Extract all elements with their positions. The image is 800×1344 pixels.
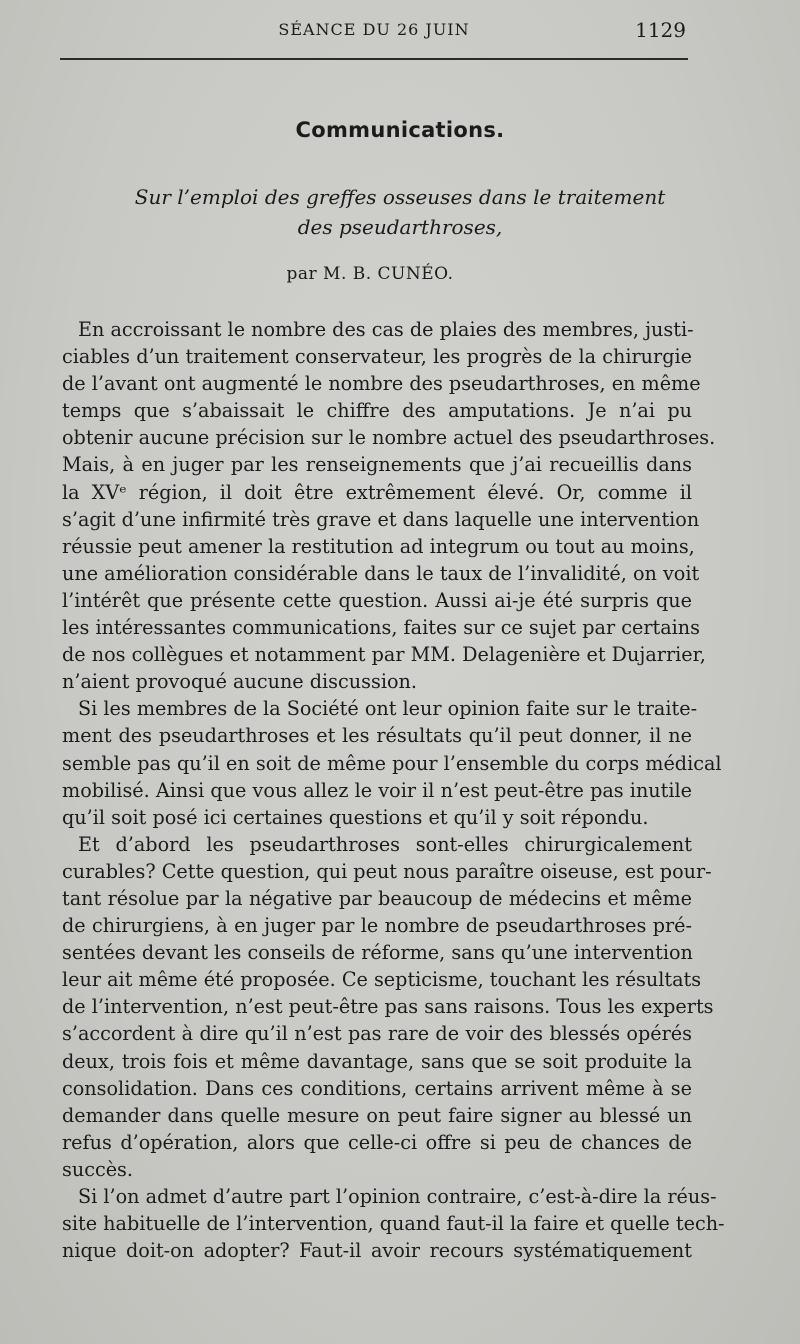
body-line: Si l’on admet d’autre part l’opinion contraire, c’est-à-dire la réus- bbox=[78, 1185, 717, 1208]
body-line: semble pas qu’il en soit de même pour l’ensemble du corps médical bbox=[62, 751, 722, 775]
body-line: leur ait même été proposée. Ce septicisme, touchant les résultats bbox=[62, 968, 702, 992]
body-line: consolidation. Dans ces conditions, certains arrivent même à se bbox=[62, 1076, 692, 1100]
article-body bbox=[62, 316, 725, 1264]
body-line: demander dans quelle mesure on peut faire signer au blessé un bbox=[62, 1103, 692, 1127]
article-title bbox=[60, 182, 740, 242]
body-line: tant résolue par la négative par beaucoup de médecins et même bbox=[62, 886, 692, 910]
article-title-line-1: Sur l’emploi des greffes osseuses dans le traitement bbox=[134, 185, 666, 209]
page-number: 1129 bbox=[635, 18, 686, 42]
body-line: nique doit-on adopter? Faut-il avoir recours systématiquement bbox=[62, 1239, 692, 1263]
body-line: mobilisé. Ainsi que vous allez le voir il n’est peut-être pas inutile bbox=[62, 778, 692, 802]
body-line: une amélioration considérable dans le taux de l’invalidité, on voit bbox=[62, 561, 700, 585]
body-line: qu’il soit posé ici certaines questions et qu’il y soit répondu. bbox=[62, 805, 649, 829]
author-byline: par M. B. CUNÉO. bbox=[286, 264, 454, 284]
body-line: n’aient provoqué aucune discussion. bbox=[62, 670, 417, 694]
body-line: succès. bbox=[62, 1157, 133, 1181]
body-line: sentées devant les conseils de réforme, sans qu’une intervention bbox=[62, 941, 693, 965]
body-line: l’intérêt que présente cette question. Aussi ai-je été surpris que bbox=[62, 588, 692, 612]
body-line: site habituelle de l’intervention, quand faut-il la faire et quelle tech- bbox=[62, 1212, 725, 1236]
body-line: de chirurgiens, à en juger par le nombre de pseudarthroses pré- bbox=[62, 914, 692, 938]
body-line: obtenir aucune précision sur le nombre actuel des pseudarthroses. bbox=[62, 426, 716, 450]
body-line: ciables d’un traitement conservateur, les progrès de la chirurgie bbox=[62, 345, 692, 369]
body-line: En accroissant le nombre des cas de plaies des membres, justi- bbox=[78, 318, 694, 341]
page-header bbox=[60, 16, 688, 46]
body-line: de l’intervention, n’est peut-être pas sans raisons. Tous les experts bbox=[62, 995, 714, 1019]
section-title: Communications. bbox=[295, 118, 505, 142]
body-line: curables? Cette question, qui peut nous paraître oiseuse, est pour- bbox=[62, 859, 712, 883]
body-line: deux, trois fois et même davantage, sans que se soit produite la bbox=[62, 1049, 692, 1073]
article-title-line-2: des pseudarthroses, bbox=[297, 215, 503, 239]
body-line: de nos collègues et notamment par MM. Delagenière et Dujarrier, bbox=[62, 643, 706, 667]
body-line: la XVᵉ région, il doit être extrêmement élevé. Or, comme il bbox=[62, 480, 692, 504]
body-line: refus d’opération, alors que celle-ci offre si peu de chances de bbox=[62, 1130, 692, 1154]
body-line: s’agit d’une infirmité très grave et dans laquelle une intervention bbox=[62, 507, 700, 531]
body-line: Si les membres de la Société ont leur opinion faite sur le traite- bbox=[78, 697, 698, 721]
running-head: SÉANCE DU 26 JUIN bbox=[278, 20, 470, 39]
body-line: ment des pseudarthroses et les résultats qu’il peut donner, il ne bbox=[62, 724, 692, 748]
body-line: les intéressantes communications, faites sur ce sujet par certains bbox=[62, 616, 700, 640]
body-line: Et d’abord les pseudarthroses sont-elles chirurgicalement bbox=[78, 832, 692, 856]
body-line: s’accordent à dire qu’il n’est pas rare de voir des blessés opérés bbox=[62, 1022, 692, 1046]
body-line: réussie peut amener la restitution ad integrum ou tout au moins, bbox=[62, 534, 695, 558]
body-line: de l’avant ont augmenté le nombre des pseudarthroses, en même bbox=[62, 372, 701, 396]
header-rule bbox=[60, 58, 688, 60]
body-line: Mais, à en juger par les renseignements que j’ai recueillis dans bbox=[62, 453, 692, 477]
body-line: temps que s’abaissait le chiffre des amputations. Je n’ai pu bbox=[62, 399, 692, 423]
